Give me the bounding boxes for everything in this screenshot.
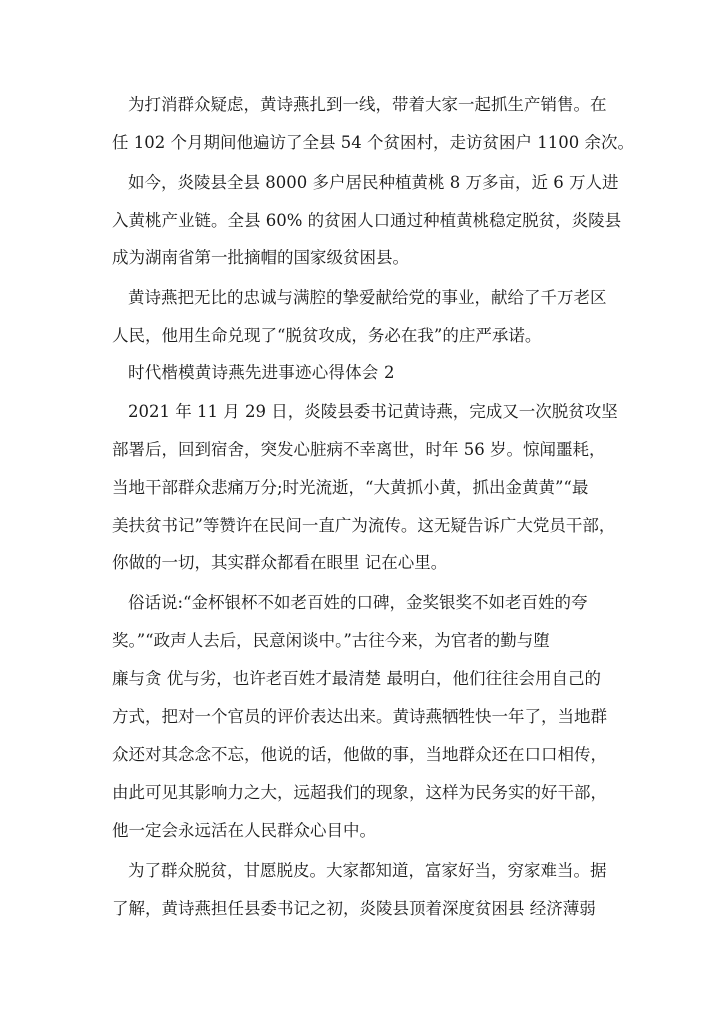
text-line: 任 102 个月期间他遍访了全县 54 个贫困村，走访贫困户 1100 余次。 (112, 133, 634, 152)
text-line: 你做的一切，其实群众都看在眼里 记在心里。 (112, 553, 448, 572)
text-line: 廉与贪 优与劣，也许老百姓才最清楚 最明白，他们往往会用自己的 (112, 669, 601, 688)
text-line: 为打消群众疑虑，黄诗燕扎到一线，带着大家一起抓生产销售。在 (128, 95, 607, 114)
text-line: 他一定会永远活在人民群众心目中。 (112, 821, 376, 840)
text-line: 2021 年 11 月 29 日，炎陵县委书记黄诗燕，完成又一次脱贫攻坚 (128, 402, 618, 421)
text-line: 奖。”“政声人去后，民意闲谈中。”古往今来，为官者的勤与堕 (112, 631, 550, 650)
text-line: 美扶贫书记”等赞许在民间一直广为流传。这无疑告诉广大党员干部， (112, 516, 616, 535)
text-line: 如今，炎陵县全县 8000 多户居民种植黄桃 8 万多亩，近 6 万人进 (128, 173, 619, 192)
text-line: 了解，黄诗燕担任县委书记之初，炎陵县顶着深度贫困县 经济薄弱 (112, 899, 596, 918)
text-line: 方式，把对一个官员的评价表达出来。黄诗燕牺牲快一年了，当地群 (112, 707, 607, 726)
text-line: 众还对其念念不忘，他说的话，他做的事，当地群众还在口口相传， (112, 745, 607, 764)
text-line: 入黄桃产业链。全县 60% 的贫困人口通过种植黄桃稳定脱贫，炎陵县 (112, 211, 622, 230)
text-line: 为了群众脱贫，甘愿脱皮。大家都知道，富家好当，穷家难当。据 (128, 861, 607, 880)
section-title: 时代楷模黄诗燕先进事迹心得体会 2 (128, 363, 395, 382)
text-line: 当地干部群众悲痛万分;时光流逝，“大黄抓小黄，抓出金黄黄”“最 (112, 478, 589, 497)
text-line: 黄诗燕把无比的忠诚与满腔的挚爱献给党的事业，献给了千万老区 (128, 288, 607, 307)
text-line: 成为湖南省第一批摘帽的国家级贫困县。 (112, 248, 409, 267)
text-line: 人民，他用生命兑现了“脱贫攻成，务必在我”的庄严承诺。 (112, 326, 542, 345)
text-line: 由此可见其影响力之大，远超我们的现象，这样为民务实的好干部， (112, 783, 607, 802)
text-line: 部署后，回到宿舍，突发心脏病不幸离世，时年 56 岁。惊闻噩耗， (112, 440, 606, 459)
text-line: 俗话说:“金杯银杯不如老百姓的口碑，金奖银奖不如老百姓的夸 (128, 593, 588, 612)
